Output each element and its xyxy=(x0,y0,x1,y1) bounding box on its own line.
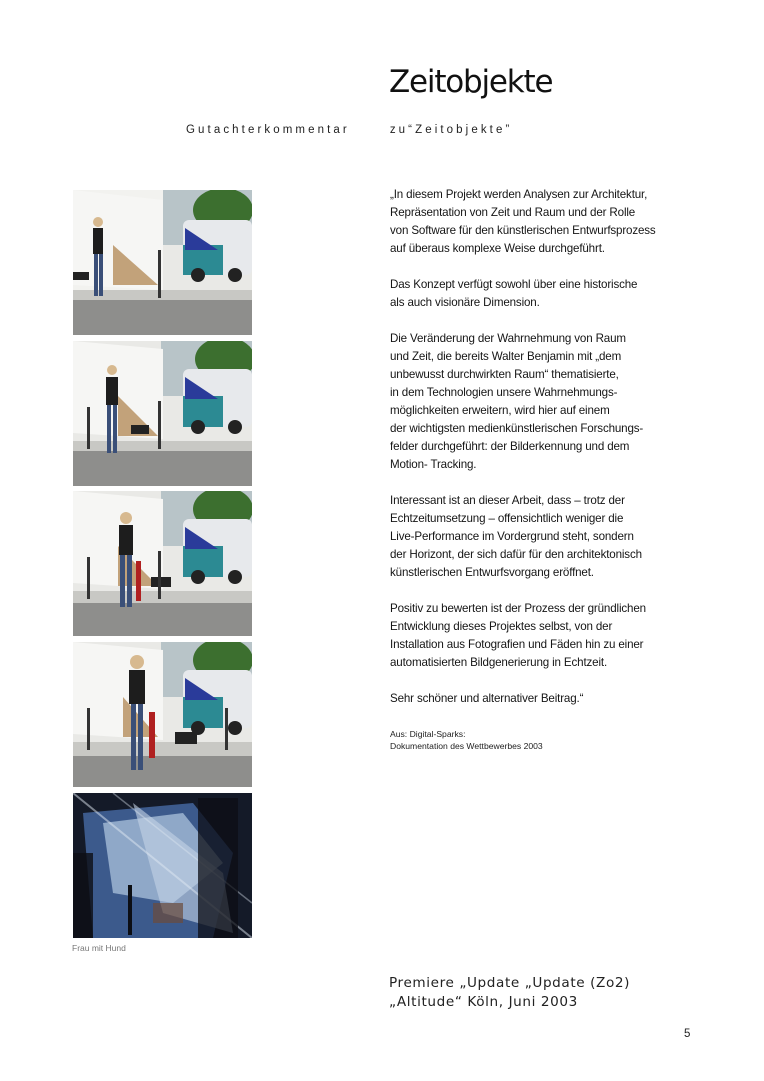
street-scene-image xyxy=(73,491,252,636)
quote-paragraph: Interessant ist an dieser Arbeit, dass – trotz der Echtzeitumsetzung – offensichtlich weniger die Live-Performance im Vordergrund steht, sondern der Horizont, der sich dafür für den architektonisch künstlerischen Entwurfsvorgang eröffnet. xyxy=(390,494,642,579)
abstract-overlay-image xyxy=(73,793,252,938)
source-line-1: Aus: Digital-Sparks: xyxy=(390,729,466,739)
quote-paragraph: „In diesem Projekt werden Analysen zur Architektur, Repräsentation von Zeit und Raum und der Rolle von Software für den künstlerischen Entwurfsprozess auf überaus komplexe Weise durchgeführt. xyxy=(390,188,656,255)
photo-frame-5 xyxy=(73,793,252,938)
quote-paragraph: Sehr schöner und alternativer Beitrag.“ xyxy=(390,692,584,705)
street-scene-image xyxy=(73,642,252,787)
page-number: 5 xyxy=(684,1028,691,1040)
photo-frame-1 xyxy=(73,190,252,335)
subtitle-left: Gutachterkommentar xyxy=(186,124,350,136)
review-quote xyxy=(390,186,680,726)
subtitle xyxy=(186,124,512,136)
photo-frame-2 xyxy=(73,341,252,486)
quote-paragraph: Das Konzept verfügt sowohl über eine historische als auch visionäre Dimension. xyxy=(390,278,638,309)
page-title: Zeitobjekte xyxy=(389,64,553,100)
photo-caption: Frau mit Hund xyxy=(72,943,126,953)
street-scene-image xyxy=(73,190,252,335)
quote-paragraph: Positiv zu bewerten ist der Prozess der gründlichen Entwicklung dieses Projektes selbst, von der Installation aus Fotografien und Fäden hin zu einer automatisierten Bildgenerierung in Echtzeit. xyxy=(390,602,646,669)
premiere-line-1: Premiere „Update „Update (Zo2) xyxy=(389,975,631,991)
subtitle-right: zu“Zeitobjekte” xyxy=(389,124,513,136)
premiere-line-2: „Altitude“ Köln, Juni 2003 xyxy=(389,994,578,1010)
premiere-info xyxy=(389,974,630,1012)
street-scene-image xyxy=(73,341,252,486)
source-line-2: Dokumentation des Wettbewerbes 2003 xyxy=(390,741,543,751)
quote-source xyxy=(390,728,543,752)
photo-frame-4 xyxy=(73,642,252,787)
photo-frame-3 xyxy=(73,491,252,636)
quote-paragraph: Die Veränderung der Wahrnehmung von Raum und Zeit, die bereits Walter Benjamin mit „dem unbewusst durchwirkten Raum“ thematisierte, in dem Technologien unsere Wahrnehmungs- möglichkeiten erweitern, wird hier auf einem der wichtigsten medienkünstlerischen Forschungs- felder durchgeführt: der Bilderkennung und dem Motion- Tracking. xyxy=(390,332,644,471)
